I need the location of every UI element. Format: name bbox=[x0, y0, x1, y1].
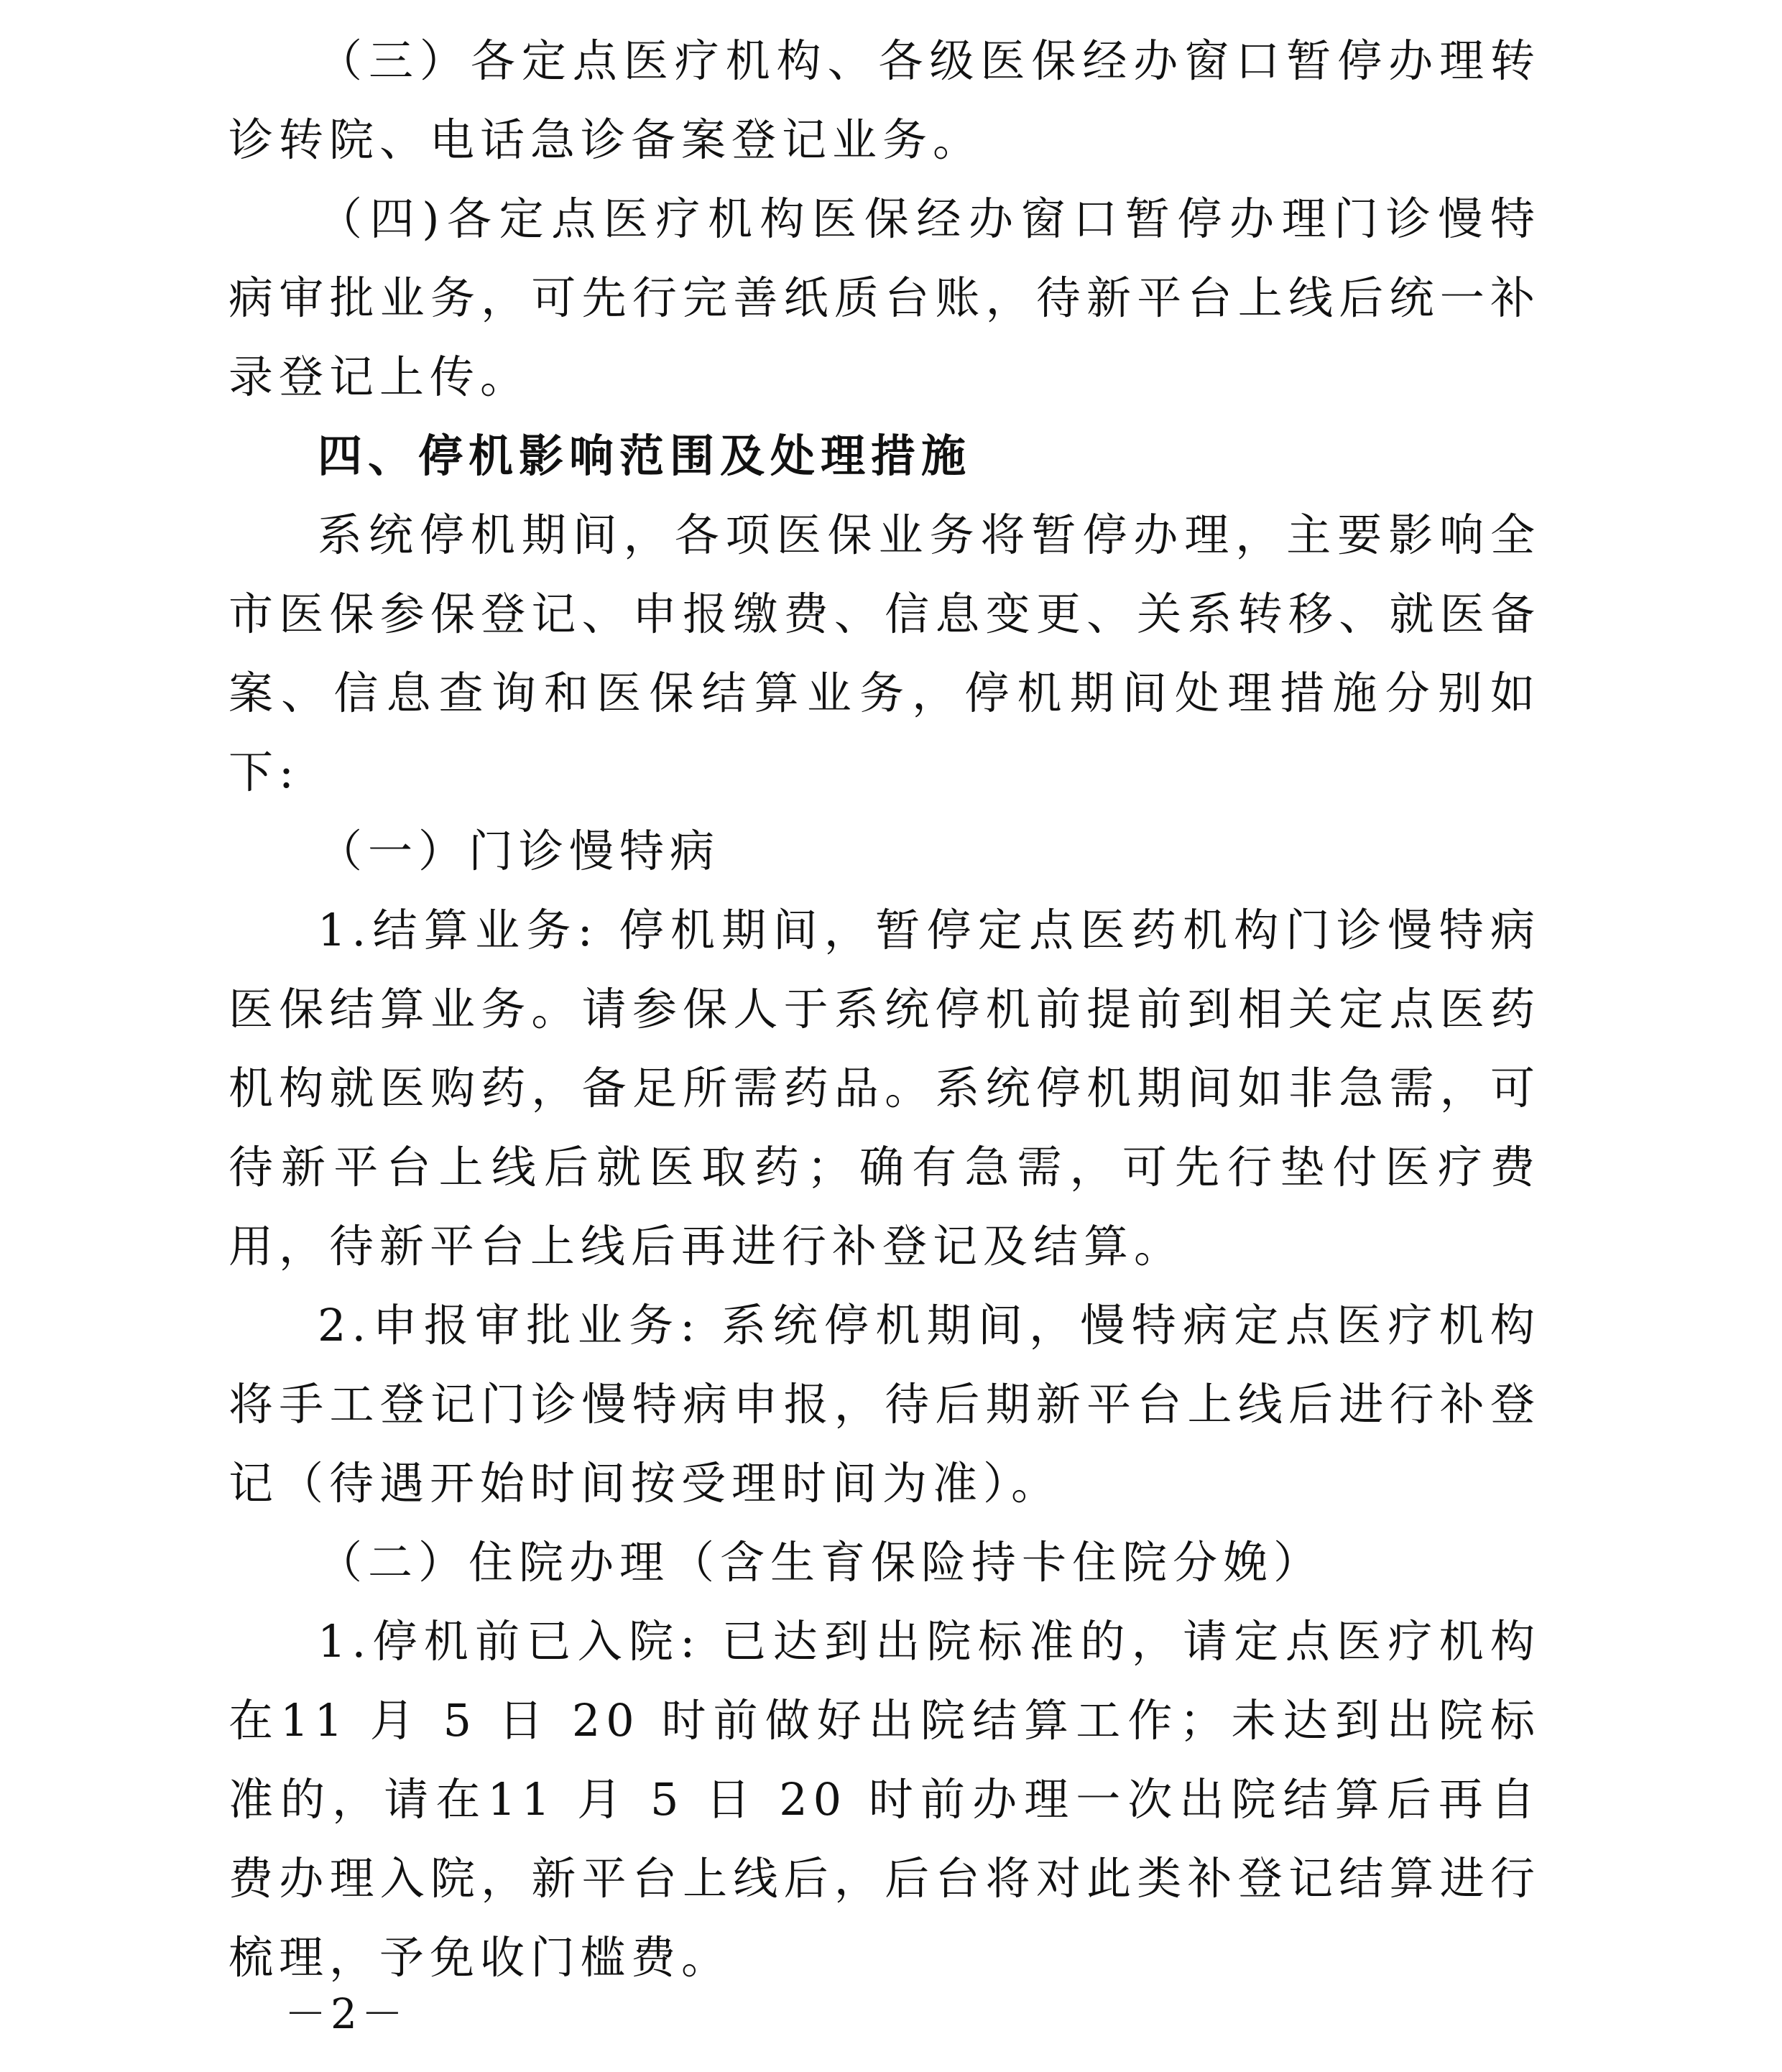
subheading-hospitalization: （二）住院办理（含生育保险持卡住院分娩） bbox=[318, 1536, 1324, 1588]
paragraph-item-3: （三）各定点医疗机构、各级医保经办窗口暂停办理转诊转院、电话急诊备案登记业务。 bbox=[228, 34, 1541, 166]
paragraph-admitted-before-shutdown: 1.停机前已入院: 已达到出院标准的，请定点医疗机构在11 月 5 日 20 时前做好出院结算工作；未达到出院标准的，请在11 月 5 日 20 时前办理一次出院结算后再自费办理入院，新平台上线后，后台将对此类补登记结算进行梳理，予免收门槛费。 bbox=[228, 1615, 1541, 1984]
document-body bbox=[228, 22, 1541, 1997]
paragraph-application-approval: 2.申报审批业务: 系统停机期间，慢特病定点医疗机构将手工登记门诊慢特病申报，待后期新平台上线后进行补登记（待遇开始时间按受理时间为准）。 bbox=[228, 1299, 1541, 1509]
paragraph-settlement: 1.结算业务: 停机期间，暂停定点医药机构门诊慢特病医保结算业务。请参保人于系统停机前提前到相关定点医药机构就医购药，备足所需药品。系统停机期间如非急需，可待新平台上线后就医取药；确有急需，可先行垫付医疗费用，待新平台上线后再进行补登记及结算。 bbox=[228, 904, 1541, 1272]
section-intro-paragraph: 系统停机期间，各项医保业务将暂停办理，主要影响全市医保参保登记、申报缴费、信息变更、关系转移、就医备案、信息查询和医保结算业务，停机期间处理措施分别如下: bbox=[228, 509, 1541, 798]
paragraph-item-4: （四)各定点医疗机构医保经办窗口暂停办理门诊慢特病审批业务，可先行完善纸质台账，待新平台上线后统一补录登记上传。 bbox=[228, 193, 1541, 403]
page-number: －2－ bbox=[285, 1989, 407, 2038]
subheading-outpatient-chronic: （一）门诊慢特病 bbox=[318, 825, 721, 877]
section-heading-4: 四、停机影响范围及处理措施 bbox=[318, 430, 972, 482]
